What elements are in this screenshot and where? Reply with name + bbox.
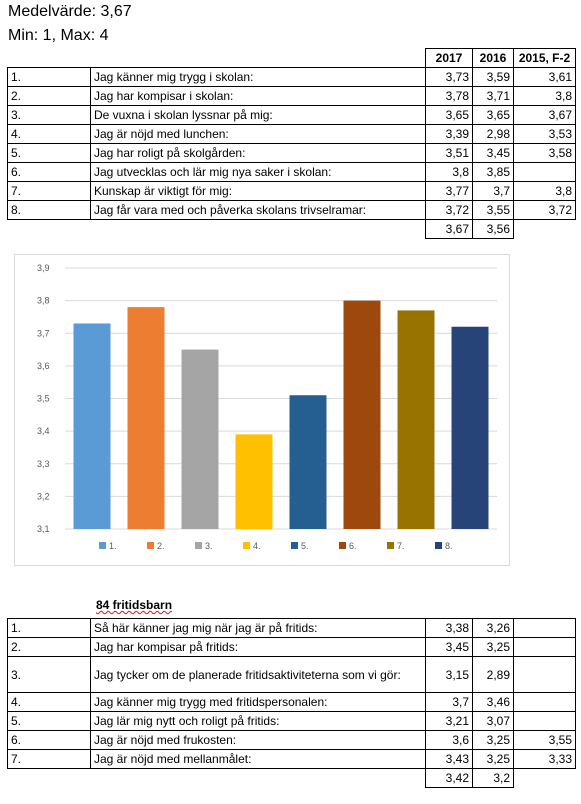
table-row [8,182,576,201]
value-2016: 3,07 [473,712,514,731]
table-row [8,68,576,87]
row-statement: Jag har roligt på skolgården: [91,144,426,163]
bar-6 [344,301,381,529]
bar-8 [452,327,489,529]
school-survey-table [7,48,576,239]
value-2015 [514,163,576,182]
row-statement: Jag tycker om de planerade fritidsaktiviteterna som vi gör: [91,657,426,693]
min-max-line: Min: 1, Max: 4 [8,27,109,44]
value-2016: 2,89 [473,657,514,693]
bar-1 [74,323,111,529]
value-2016: 3,46 [473,693,514,712]
y-tick-label: 3,8 [37,295,50,306]
value-2017: 3,77 [426,182,473,201]
mean-value-line: Medelvärde: 3,67 [8,3,132,20]
value-2015: 3,8 [514,87,576,106]
legend-swatch [99,542,106,549]
value-2016: 3,7 [473,182,514,201]
header-2016: 2016 [473,49,514,68]
value-2016: 3,25 [473,731,514,750]
value-2017: 3,72 [426,201,473,220]
row-statement: Jag är nöjd med lunchen: [91,125,426,144]
table-row [8,163,576,182]
table-row [8,750,576,769]
legend-swatch [195,542,202,549]
legend-swatch [291,542,298,549]
fritids-total-2017: 3,42 [426,769,473,788]
y-tick-label: 3,2 [37,491,50,502]
value-2017: 3,21 [426,712,473,731]
value-2015: 3,61 [514,68,576,87]
legend-swatch [387,542,394,549]
table-row [8,657,576,693]
row-number: 4. [8,125,91,144]
row-number: 1. [8,68,91,87]
value-2017: 3,43 [426,750,473,769]
value-2016: 3,55 [473,201,514,220]
value-2015: 3,8 [514,182,576,201]
y-tick-label: 3,5 [37,393,50,404]
value-2017: 3,38 [426,619,473,638]
table-row [8,201,576,220]
row-statement: Jag lär mig nytt och roligt på fritids: [91,712,426,731]
legend-swatch [339,542,346,549]
value-2015 [514,712,576,731]
value-2017: 3,73 [426,68,473,87]
row-number: 2. [8,87,91,106]
legend-label: 2. [157,541,165,551]
fritids-total-2016: 3,2 [473,769,514,788]
value-2015 [514,619,576,638]
fritids-title: 84 fritidsbarn [96,598,173,612]
value-2016: 3,65 [473,106,514,125]
legend-swatch [435,542,442,549]
value-2016: 3,26 [473,619,514,638]
row-number: 2. [8,638,91,657]
value-2017: 3,15 [426,657,473,693]
value-2015: 3,53 [514,125,576,144]
value-2016: 3,45 [473,144,514,163]
table-row [8,87,576,106]
value-2015: 3,72 [514,201,576,220]
y-tick-label: 3,1 [37,524,50,534]
row-number: 7. [8,182,91,201]
value-2017: 3,51 [426,144,473,163]
bar-chart [14,254,510,566]
value-2015: 3,58 [514,144,576,163]
row-number: 7. [8,750,91,769]
table-row [8,144,576,163]
bar-4 [236,434,273,529]
row-number: 1. [8,619,91,638]
legend-label: 1. [109,541,117,551]
y-tick-label: 3,6 [37,360,50,371]
header-2017: 2017 [426,49,473,68]
y-tick-label: 3,3 [37,458,50,469]
row-statement: Jag har kompisar i skolan: [91,87,426,106]
value-2016: 3,59 [473,68,514,87]
table-row [8,693,576,712]
row-number: 3. [8,106,91,125]
row-number: 8. [8,201,91,220]
value-2015 [514,657,576,693]
value-2016: 3,85 [473,163,514,182]
row-statement: Jag känner mig trygg i skolan: [91,68,426,87]
y-tick-label: 3,9 [37,263,50,273]
legend-label: 7. [397,541,405,551]
bar-2 [128,307,165,529]
value-2017: 3,7 [426,693,473,712]
table-row [8,125,576,144]
value-2016: 3,25 [473,638,514,657]
fritids-survey-table [7,618,576,788]
total-2017: 3,67 [426,220,473,239]
table-row [8,106,576,125]
row-statement: Jag känner mig trygg med fritidspersonalen: [91,693,426,712]
row-statement: De vuxna i skolan lyssnar på mig: [91,106,426,125]
total-2016: 3,56 [473,220,514,239]
y-tick-label: 3,4 [37,426,50,437]
value-2015: 3,33 [514,750,576,769]
value-2017: 3,39 [426,125,473,144]
row-number: 3. [8,657,91,693]
fritids-totals-row [8,769,576,788]
legend-label: 4. [253,541,261,551]
totals-row [8,220,576,239]
legend-label: 5. [301,541,309,551]
value-2015 [514,638,576,657]
value-2017: 3,65 [426,106,473,125]
row-statement: Jag är nöjd med frukosten: [91,731,426,750]
row-number: 4. [8,693,91,712]
legend-label: 6. [349,541,357,551]
value-2015: 3,55 [514,731,576,750]
row-statement: Jag utvecklas och lär mig nya saker i skolan: [91,163,426,182]
bar-7 [398,310,435,529]
value-2017: 3,8 [426,163,473,182]
legend-label: 3. [205,541,213,551]
row-statement: Jag är nöjd med mellanmålet: [91,750,426,769]
value-2017: 3,78 [426,87,473,106]
row-statement: Jag har kompisar på fritids: [91,638,426,657]
legend-swatch [147,542,154,549]
row-statement: Jag får vara med och påverka skolans trivselramar: [91,201,426,220]
row-number: 6. [8,731,91,750]
table-row [8,712,576,731]
bar-3 [182,350,219,529]
legend-swatch [243,542,250,549]
chart-canvas [15,255,509,565]
value-2015: 3,67 [514,106,576,125]
row-number: 6. [8,163,91,182]
value-2017: 3,6 [426,731,473,750]
value-2016: 2,98 [473,125,514,144]
row-number: 5. [8,144,91,163]
y-tick-label: 3,7 [37,328,50,339]
legend-label: 8. [445,541,453,551]
value-2017: 3,45 [426,638,473,657]
table-row [8,638,576,657]
header-2015: 2015, F-2 [514,49,576,68]
table-row [8,731,576,750]
table-row [8,619,576,638]
row-number: 5. [8,712,91,731]
value-2016: 3,71 [473,87,514,106]
bar-5 [290,395,327,529]
row-statement: Kunskap är viktigt för mig: [91,182,426,201]
row-statement: Så här känner jag mig när jag är på fritids: [91,619,426,638]
header-row [8,49,576,68]
value-2016: 3,25 [473,750,514,769]
value-2015 [514,693,576,712]
